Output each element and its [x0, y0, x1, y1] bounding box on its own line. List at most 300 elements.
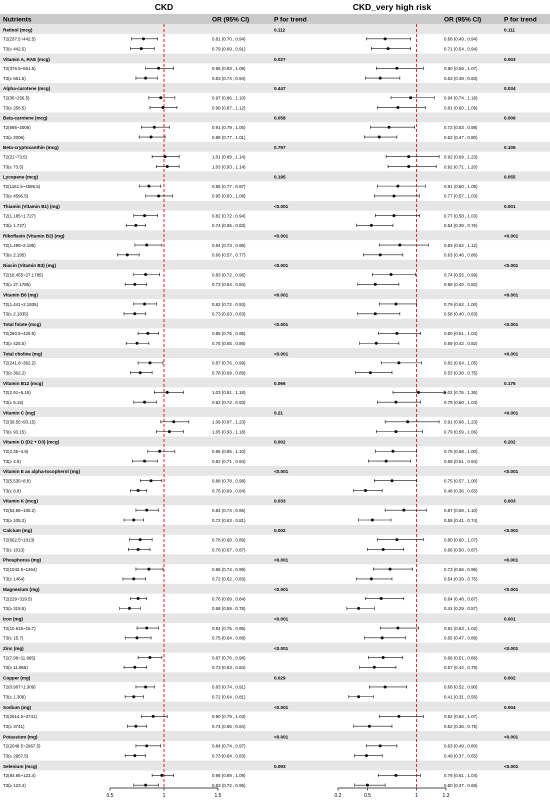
row-label: T3(≥ 1464) — [3, 576, 25, 582]
p-trend-left: <0.001 — [274, 233, 289, 239]
or-ci-right: 0.80 (0.59 , 1.07) — [444, 66, 478, 72]
or-ci-right: 0.81 (0.60 , 1.09) — [444, 105, 478, 111]
point-right — [384, 37, 387, 40]
group-label: Vitamin E as alpha-tocopherol (mg) — [3, 469, 80, 475]
or-ci-left: 0.88 (0.78 , 0.98) — [212, 478, 246, 484]
point-left — [133, 283, 136, 286]
or-ci-right: 0.66 (0.50 , 0.87) — [444, 547, 478, 553]
point-left — [150, 136, 153, 139]
p-trend-left: <0.001 — [274, 557, 289, 563]
or-ci-left: 0.98 (0.89 , 1.09) — [212, 773, 246, 779]
point-left — [147, 185, 150, 188]
row-label: T2(662.5~1013) — [3, 537, 35, 543]
point-left — [134, 725, 137, 728]
or-ci-left: 0.86 (0.77 , 0.97) — [212, 183, 246, 189]
point-right — [394, 774, 397, 777]
row-label: T3(≥ 2967.5) — [3, 753, 29, 759]
point-right — [395, 332, 398, 335]
point-right — [374, 283, 377, 286]
point-right — [395, 538, 398, 541]
point-right — [397, 715, 400, 718]
or-ci-right: 0.57 (0.42 , 0.79) — [444, 665, 478, 671]
or-ci-right: 0.54 (0.39 , 0.76) — [444, 223, 478, 229]
or-ci-left: 0.72 (0.64 , 0.81) — [212, 694, 246, 700]
header-p-trend-left: P for trend — [274, 16, 307, 24]
header-nutrients: Nutrients — [3, 16, 32, 24]
header-or-ci-left: OR (95% CI) — [212, 16, 250, 24]
point-right — [391, 450, 394, 453]
x-tick-label-right: 0.2 — [334, 793, 342, 799]
or-ci-left: 0.82 (0.71 , 0.94) — [212, 458, 246, 464]
point-right — [370, 577, 373, 580]
or-ci-left: 0.73 (0.63 , 0.83) — [212, 311, 246, 317]
p-trend-right: <0.001 — [504, 557, 519, 563]
p-trend-right: 0.034 — [504, 86, 516, 92]
p-trend-right: <0.001 — [504, 321, 519, 327]
row-label: T3(≥ 15.7) — [3, 635, 24, 641]
group-label: Potassium (mg) — [3, 734, 38, 740]
p-trend-right: 0.001 — [504, 616, 516, 622]
p-trend-left: <0.001 — [274, 587, 289, 593]
group-label: Copper (mg) — [3, 675, 31, 681]
point-right — [382, 656, 385, 659]
or-ci-left: 0.83 (0.74 , 0.91) — [212, 684, 246, 690]
or-ci-left: 0.82 (0.72 , 0.93) — [212, 301, 246, 307]
row-label: T3(≥ 27.1785) — [3, 282, 31, 288]
p-trend-left: <0.001 — [274, 704, 289, 710]
p-trend-left: <0.001 — [274, 262, 289, 268]
or-ci-left: 0.95 (0.83 , 1.09) — [212, 66, 246, 72]
group-label: Phosphorus (mg) — [3, 557, 42, 563]
point-right — [370, 224, 373, 227]
group-label: Selenium (mcg) — [3, 763, 38, 769]
point-left — [161, 106, 164, 109]
or-ci-right: 0.66 (0.51 , 0.86) — [444, 655, 478, 661]
or-ci-left: 0.75 (0.64 , 0.88) — [212, 635, 246, 641]
p-trend-right: <0.001 — [504, 734, 519, 740]
or-ci-right: 0.94 (0.74 , 1.18) — [444, 95, 478, 101]
p-trend-left: <0.001 — [274, 351, 289, 357]
point-left — [145, 744, 148, 747]
row-label: T3(≥ 661.5) — [3, 75, 26, 81]
or-ci-right: 0.53 (0.38 , 0.75) — [444, 370, 478, 376]
row-label: T3(≥ 442.5) — [3, 46, 26, 52]
or-ci-left: 0.78 (0.69 , 0.89) — [212, 370, 246, 376]
point-right — [402, 509, 405, 512]
row-label: T2(237.5~442.5) — [3, 36, 36, 42]
point-right — [381, 636, 384, 639]
or-ci-right: 0.71 (0.54 , 0.94) — [444, 46, 478, 52]
or-ci-left: 0.81 (0.70 , 0.94) — [212, 36, 246, 42]
point-right — [357, 695, 360, 698]
point-right — [369, 371, 372, 374]
point-right — [388, 126, 391, 129]
row-label: T2(1.185~1.727) — [3, 213, 36, 219]
p-trend-left: 0.029 — [274, 675, 286, 681]
or-ci-right: 0.69 (0.51 , 0.94) — [444, 458, 478, 464]
point-right — [394, 401, 397, 404]
or-ci-left: 0.76 (0.69 , 0.84) — [212, 596, 246, 602]
or-ci-right: 0.76 (0.58 , 1.00) — [444, 449, 478, 455]
point-right — [380, 597, 383, 600]
point-left — [133, 312, 136, 315]
p-trend-left: 0.447 — [274, 86, 286, 92]
p-trend-right: 0.202 — [504, 439, 516, 445]
p-trend-right: <0.001 — [504, 262, 519, 268]
p-trend-left: 0.027 — [274, 56, 286, 62]
row-label: T3(≥ 2.195) — [3, 252, 26, 258]
group-label: Niacin (Vitamin B3) (mg) — [3, 262, 57, 268]
panel-title-right: CKD_very high risk — [352, 2, 432, 12]
or-ci-left: 0.96 (0.85 , 1.10) — [212, 449, 246, 455]
point-right — [397, 361, 400, 364]
or-ci-right: 0.68 (0.52 , 0.90) — [444, 684, 478, 690]
or-ci-right: 0.68 (0.49 , 0.94) — [444, 36, 478, 42]
group-label: Magnesium (mg) — [3, 587, 40, 593]
row-label: T3(≥ 73.5) — [3, 164, 24, 170]
or-ci-left: 1.09 (0.97 , 1.23) — [212, 419, 246, 425]
row-label: T2(2614.5~3741) — [3, 714, 37, 720]
panel-title-left: CKD — [154, 2, 174, 12]
point-right — [409, 96, 412, 99]
or-ci-left: 0.84 (0.75 , 0.95) — [212, 625, 246, 631]
p-trend-left: <0.001 — [274, 204, 289, 210]
or-ci-left: 0.66 (0.57 , 0.77) — [212, 252, 246, 258]
point-left — [157, 194, 160, 197]
or-ci-right: 0.79 (0.61 , 1.04) — [444, 773, 478, 779]
group-label: Riboflavin (Vitamin B2) (mg) — [3, 233, 65, 239]
point-left — [133, 666, 136, 669]
p-trend-left: 0.002 — [274, 439, 286, 445]
p-trend-right: <0.001 — [504, 351, 519, 357]
or-ci-left: 0.87 (0.76 , 0.99) — [212, 360, 246, 366]
point-right — [396, 185, 399, 188]
group-label: Vitamin D (D2 + D3) (mcg) — [3, 439, 60, 445]
or-ci-left: 0.82 (0.72 , 0.93) — [212, 399, 246, 405]
p-trend-left: <0.001 — [274, 734, 289, 740]
point-left — [172, 420, 175, 423]
or-ci-left: 0.88 (0.77 , 1.01) — [212, 134, 246, 140]
p-trend-left: <0.001 — [274, 469, 289, 475]
row-label: T3(≥ 2.1835) — [3, 311, 29, 317]
row-label: T3(≥ 3741) — [3, 724, 25, 730]
point-left — [164, 155, 167, 158]
point-right — [379, 253, 382, 256]
or-ci-right: 0.81 (0.63 , 1.02) — [444, 625, 478, 631]
point-left — [132, 519, 135, 522]
group-label: Vitamin K (mcg) — [3, 498, 38, 504]
or-ci-right: 0.91 (0.68 , 1.23) — [444, 419, 478, 425]
or-ci-left: 1.05 (0.93 , 1.18) — [212, 429, 246, 435]
point-left — [137, 489, 140, 492]
row-label: T2(280.5~425.5) — [3, 331, 36, 337]
row-label: T2(53.55~105.2) — [3, 507, 36, 513]
p-trend-left: 0.21 — [274, 410, 283, 416]
group-label: Calcium (mg) — [3, 528, 33, 534]
or-ci-right: 0.82 (0.64 , 1.05) — [444, 360, 478, 366]
point-left — [145, 627, 148, 630]
point-right — [396, 106, 399, 109]
or-ci-left: 0.72 (0.63 , 0.81) — [212, 517, 246, 523]
row-label: T3(≥ 362.2) — [3, 370, 26, 376]
or-ci-left: 0.74 (0.66 , 0.84) — [212, 724, 246, 730]
or-ci-left: 0.79 (0.69 , 0.91) — [212, 46, 246, 52]
row-label: T2(2.91~5.15) — [3, 390, 31, 396]
point-right — [374, 312, 377, 315]
point-right — [395, 67, 398, 70]
row-label: T3(≥ 4596.5) — [3, 193, 29, 199]
point-right — [407, 155, 410, 158]
x-tick-label-right: 0.5 — [363, 793, 371, 799]
or-ci-right: 0.64 (0.48 , 0.87) — [444, 596, 478, 602]
point-left — [139, 538, 142, 541]
p-trend-left: <0.001 — [274, 292, 289, 298]
point-left — [166, 391, 169, 394]
row-label: T2(36~256.5) — [3, 95, 30, 101]
or-ci-left: 0.82 (0.72 , 0.94) — [212, 213, 246, 219]
group-label: Total choline (mg) — [3, 351, 43, 357]
or-ci-right: 0.49 (0.37 , 0.65) — [444, 753, 478, 759]
or-ci-left: 0.99 (0.87 , 1.12) — [212, 105, 246, 111]
row-label: T3(≥ 256.5) — [3, 105, 26, 111]
point-right — [392, 214, 395, 217]
p-trend-right: <0.001 — [504, 645, 519, 651]
point-right — [379, 744, 382, 747]
row-label: T3(≥ 425.5) — [3, 341, 26, 347]
p-trend-left: 0.797 — [274, 145, 286, 151]
row-label: T2(1161.5~4596.5) — [3, 183, 41, 189]
or-ci-right: 0.63 (0.49 , 0.80) — [444, 743, 478, 749]
p-trend-right: 0.055 — [504, 174, 516, 180]
x-tick-label-left: 1 — [162, 793, 166, 799]
point-left — [133, 754, 136, 757]
group-label: Beta-cryptoxanthin (mcg) — [3, 145, 59, 151]
group-label: Vitamin A, RAE (mcg) — [3, 56, 50, 62]
point-left — [158, 450, 161, 453]
point-right — [373, 666, 376, 669]
point-left — [132, 577, 135, 580]
group-label: Total folate (mcg) — [3, 321, 41, 327]
point-left — [147, 568, 150, 571]
or-ci-right: 0.65 (0.47 , 0.89) — [444, 635, 478, 641]
point-left — [142, 37, 145, 40]
or-ci-right: 0.81 (0.60 , 1.09) — [444, 183, 478, 189]
row-label: T3(≥ 123.4) — [3, 782, 26, 788]
or-ci-left: 0.74 (0.65 , 0.83) — [212, 223, 246, 229]
row-label: T3(≥ 319.5) — [3, 606, 26, 612]
or-ci-left: 0.72 (0.62 , 0.83) — [212, 576, 246, 582]
or-ci-right: 0.79 (0.62 , 1.00) — [444, 301, 478, 307]
point-right — [390, 273, 393, 276]
row-label: T3(≥ 105.2) — [3, 517, 26, 523]
point-left — [136, 636, 139, 639]
point-left — [148, 656, 151, 659]
or-ci-right: 0.75 (0.57 , 1.00) — [444, 478, 478, 484]
p-trend-right: <0.001 — [504, 763, 519, 769]
point-right — [396, 627, 399, 630]
point-right — [368, 725, 371, 728]
p-trend-left: 0.058 — [274, 115, 286, 121]
point-right — [407, 165, 410, 168]
row-label: T2(0.907~1.309) — [3, 684, 36, 690]
or-ci-right: 0.54 (0.39 , 0.75) — [444, 576, 478, 582]
point-right — [392, 194, 395, 197]
or-ci-left: 0.91 (0.79 , 1.05) — [212, 125, 246, 130]
point-right — [365, 754, 368, 757]
group-label: Zinc (mg) — [3, 645, 24, 651]
or-ci-right: 0.79 (0.59 , 1.06) — [444, 429, 478, 435]
or-ci-left: 0.73 (0.64 , 0.83) — [212, 753, 246, 759]
row-label: T2(39.55~93.15) — [3, 419, 36, 425]
or-ci-left: 0.83 (0.72 , 0.95) — [212, 782, 246, 788]
or-ci-left: 0.90 (0.79 , 1.03) — [212, 714, 246, 720]
header-p-trend-right: P for trend — [504, 16, 537, 24]
point-left — [145, 244, 148, 247]
point-left — [144, 77, 147, 80]
row-label: T3(≥ 93.15) — [3, 429, 26, 435]
point-left — [139, 371, 142, 374]
point-left — [137, 548, 140, 551]
point-left — [137, 597, 140, 600]
row-label: T2(1042.5~1464) — [3, 566, 37, 572]
row-label: T2(18.455~27.1785) — [3, 272, 43, 278]
or-ci-right: 0.41 (0.31 , 0.56) — [444, 694, 478, 700]
row-label: T2(1.441~2.1835) — [3, 301, 39, 307]
p-trend-left: 0.093 — [274, 763, 286, 769]
p-trend-left: <0.001 — [274, 321, 289, 327]
or-ci-right: 0.80 (0.61 , 1.04) — [444, 331, 478, 337]
point-right — [389, 568, 392, 571]
point-left — [143, 460, 146, 463]
or-ci-left: 0.83 (0.74 , 0.94) — [212, 75, 246, 81]
point-left — [136, 342, 139, 345]
point-left — [150, 479, 153, 482]
x-tick-label-right: 1.3 — [442, 793, 450, 799]
group-label: Vitamin B12 (mcg) — [3, 380, 43, 386]
or-ci-right: 0.92 (0.69 , 1.23) — [444, 154, 478, 160]
point-right — [417, 391, 420, 394]
point-left — [157, 67, 160, 70]
or-ci-right: 0.80 (0.60 , 1.07) — [444, 537, 478, 543]
p-trend-right: 0.009 — [504, 115, 516, 121]
or-ci-left: 0.83 (0.72 , 0.96) — [212, 272, 246, 278]
or-ci-right: 0.77 (0.58 , 1.03) — [444, 213, 478, 219]
or-ci-right: 0.62 (0.47 , 0.80) — [444, 134, 478, 140]
p-trend-right: <0.001 — [504, 233, 519, 239]
group-label: Beta-carotene (mcg) — [3, 115, 48, 121]
p-trend-right: 0.111 — [504, 27, 515, 33]
row-label: T3(≥ 11.965) — [3, 665, 28, 671]
row-label: T2(229~319.5) — [3, 596, 32, 602]
group-label: Sodium (mg) — [3, 704, 32, 710]
or-ci-left: 1.03 (0.93 , 1.14) — [212, 164, 246, 170]
group-label: Alpha-carotene (mcg) — [3, 86, 51, 92]
point-right — [366, 784, 369, 787]
or-ci-left: 0.68 (0.59 , 0.78) — [212, 606, 246, 612]
point-right — [375, 342, 378, 345]
or-ci-right: 0.55 (0.41 , 0.74) — [444, 517, 478, 523]
x-tick-label-right: 1 — [415, 793, 418, 799]
point-left — [128, 607, 131, 610]
or-ci-right: 0.92 (0.71 , 1.20) — [444, 164, 478, 170]
point-right — [357, 607, 360, 610]
row-label: T2(7.99~11.965) — [3, 655, 36, 661]
row-label: T2(2.35~4.9) — [3, 449, 29, 455]
row-label: T3(≥ 1013) — [3, 547, 25, 553]
or-ci-left: 0.73 (0.63 , 0.84) — [212, 665, 246, 671]
point-left — [146, 332, 149, 335]
p-trend-right: 0.003 — [504, 498, 516, 504]
or-ci-left: 0.85 (0.76 , 0.95) — [212, 331, 246, 337]
row-label: T2(241.8~362.2) — [3, 360, 36, 366]
or-ci-left: 0.95 (0.83 , 1.08) — [212, 193, 246, 199]
point-left — [144, 685, 147, 688]
axes — [107, 788, 450, 799]
or-ci-left: 0.73 (0.64 , 0.84) — [212, 282, 246, 288]
or-ci-right: 0.87 (0.68 , 1.10) — [444, 507, 478, 513]
or-ci-right: 0.58 (0.40 , 0.83) — [444, 311, 478, 317]
header-or-ci-right: OR (95% CI) — [444, 16, 482, 24]
or-ci-right: 0.50 (0.37 , 0.68) — [444, 782, 478, 788]
point-left — [143, 214, 146, 217]
point-right — [391, 479, 394, 482]
row-label: T3(≥ 8.8) — [3, 488, 21, 494]
p-trend-right: <0.001 — [504, 587, 519, 593]
point-left — [126, 253, 129, 256]
point-left — [143, 401, 146, 404]
or-ci-left: 0.76 (0.67 , 0.87) — [212, 547, 246, 553]
or-ci-right: 0.79 (0.60 , 1.04) — [444, 399, 478, 405]
point-right — [398, 244, 401, 247]
row-label: T3(≥ 1.727) — [3, 223, 26, 229]
p-trend-right: <0.001 — [504, 292, 519, 298]
or-ci-right: 0.63 (0.46 , 0.86) — [444, 252, 478, 258]
or-ci-left: 0.76 (0.69 , 0.84) — [212, 488, 246, 494]
point-right — [385, 460, 388, 463]
point-left — [144, 784, 147, 787]
point-left — [148, 361, 151, 364]
p-trend-left: 0.112 — [274, 27, 286, 33]
p-trend-right: <0.001 — [504, 410, 519, 416]
point-right — [379, 77, 382, 80]
or-ci-right: 0.48 (0.36 , 0.65) — [444, 488, 478, 494]
p-trend-left: <0.001 — [274, 645, 289, 651]
point-right — [371, 519, 374, 522]
or-ci-left: 0.78 (0.68 , 0.89) — [212, 537, 246, 543]
row-label: T2(2048.5~2967.5) — [3, 743, 41, 749]
point-right — [364, 489, 367, 492]
row-label: T2(84.65~123.4) — [3, 773, 36, 779]
or-ci-right: 0.63 (0.48 , 0.83) — [444, 75, 478, 81]
or-ci-left: 1.01 (0.89 , 1.14) — [212, 154, 246, 160]
row-label: T3(≥ 5.15) — [3, 399, 24, 405]
point-left — [160, 774, 163, 777]
point-right — [382, 548, 385, 551]
or-ci-left: 0.84 (0.74 , 0.97) — [212, 743, 246, 749]
or-ci-left: 0.84 (0.73 , 0.98) — [212, 242, 246, 248]
point-right — [378, 136, 381, 139]
or-ci-left: 0.97 (0.86 , 1.10) — [212, 95, 246, 101]
or-ci-right: 0.41 (0.29 , 0.57) — [444, 606, 478, 612]
group-label: Thiamin (Vitamin B1) (mg) — [3, 204, 60, 210]
row-label: T3(≥ 2006) — [3, 134, 25, 140]
point-left — [152, 715, 155, 718]
group-label: Vitamin C (mg) — [3, 410, 36, 416]
p-trend-right: 0.105 — [504, 145, 516, 151]
or-ci-right: 0.74 (0.55 , 0.99) — [444, 272, 478, 278]
x-tick-label-left: 0.5 — [106, 793, 114, 799]
row-label: T3(≥ 4.9) — [3, 458, 21, 464]
